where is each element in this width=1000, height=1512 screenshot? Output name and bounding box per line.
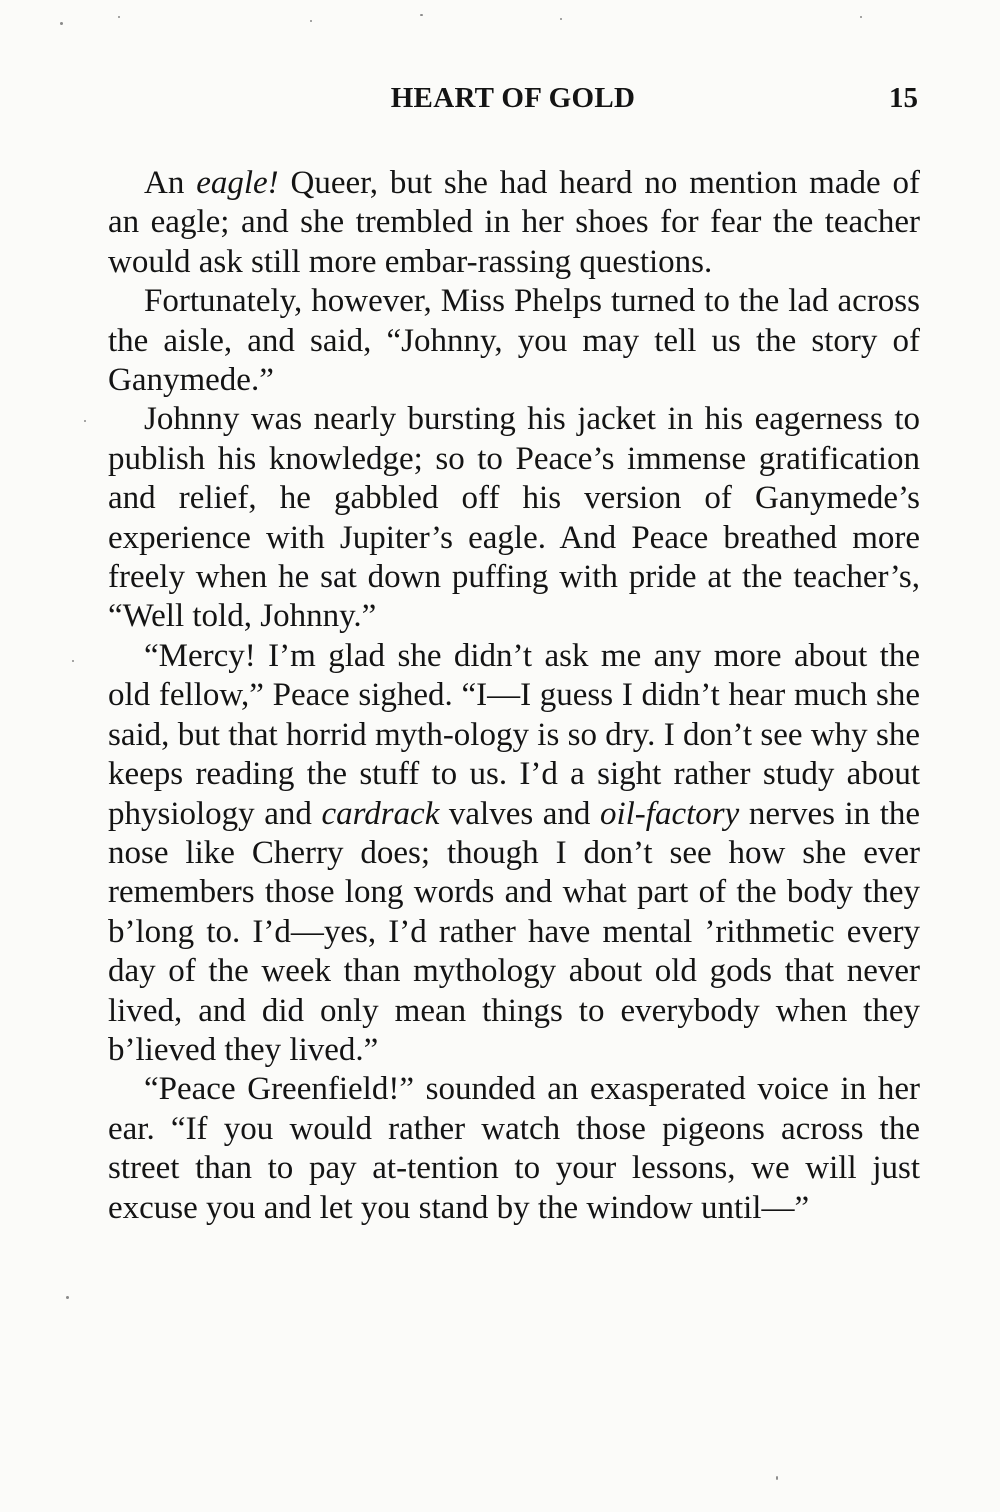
text-run: Fortunately, however, Miss Phelps turned to the lad across the aisle, and said, “Johnny, you may tell us the story of Ganymede.” <box>108 283 920 399</box>
scan-speck <box>860 16 862 18</box>
running-head: HEART OF GOLD <box>390 82 636 114</box>
scan-speck <box>118 16 120 18</box>
italic-text-run: eagle! <box>196 165 279 201</box>
scan-speck <box>66 1296 69 1299</box>
text-run: “Mercy! I’m glad she didn’t ask me any more about the old fellow,” Peace sighed. “I—I guess I didn’t hear much she said, but that horrid myth-ology is so dry. I don’t see why she keeps reading the stuff to us. I’d a sight rather study about physiology and <box>108 637 920 832</box>
text-run: Queer, but she had heard no mention made of an eagle; and she trembled in her shoes for fear the teacher would ask still more embar-rassing questions. <box>108 165 920 280</box>
text-run: Johnny was nearly bursting his jacket in his eagerness to publish his knowledge; so to Peace’s immense gratification and relief, he gabbled off his version of Ganymede’s experience with Jupiter’s eagle. And Peace breathed more freely when he sat down puffing with pride at the teacher’s, “Well told, Johnny.” <box>108 401 920 635</box>
text-run: “Peace Greenfield!” sounded an exasperated voice in her ear. “If you would rather watch those pigeons across the street than to pay at-tention to your lessons, we will just excuse you and let you stand by the window until—” <box>108 1071 920 1226</box>
paragraph <box>108 164 920 282</box>
italic-text-run: oil-factory <box>599 795 740 832</box>
body-text <box>108 164 920 1228</box>
page-header <box>108 82 918 126</box>
text-run: An <box>144 165 197 201</box>
paragraph <box>108 637 920 1070</box>
scan-speck <box>60 22 63 25</box>
scan-speck <box>310 20 312 22</box>
scan-speck <box>72 660 74 662</box>
scan-speck <box>560 18 562 20</box>
text-run: valves and <box>439 795 600 832</box>
scan-speck <box>84 420 86 422</box>
scan-speck <box>420 14 423 16</box>
paragraph <box>108 1070 920 1228</box>
paragraph <box>108 400 920 636</box>
page-number: 15 <box>889 82 918 114</box>
scan-speck <box>776 1476 778 1480</box>
paragraph <box>108 282 920 400</box>
text-run: nerves in the nose like Cherry does; though I don’t see how she ever remembers those long words and what part of the body they b’long to. I’d—yes, I’d rather have mental ’rithmetic every day of the week than mythology about old gods that never lived, and did only mean things to everybody when they b’lieved they lived.” <box>108 795 921 1068</box>
italic-text-run: cardrack <box>321 795 440 832</box>
